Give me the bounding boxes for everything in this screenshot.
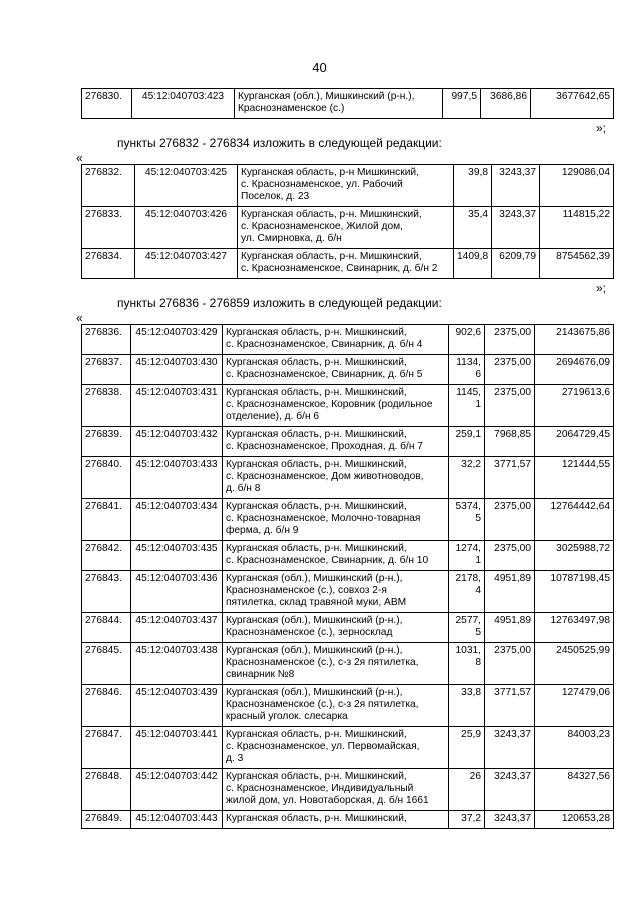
total-value: 121444,55	[535, 457, 614, 499]
area-value: 35,4	[454, 207, 492, 249]
area-value: 1031, 8	[449, 643, 485, 685]
cadastral-number: 45:12:040703:441	[131, 727, 223, 769]
total-value: 12763497,98	[535, 613, 614, 643]
cadastral-number: 45:12:040703:430	[131, 355, 223, 385]
total-value: 2694676,09	[535, 355, 614, 385]
address: Курганская (обл.), Мишкинский (р-н.), Краснознаменское (с.), зерносклад	[223, 613, 449, 643]
table-276836-276849	[81, 324, 614, 829]
row-number: 276843.	[82, 571, 131, 613]
address: Курганская область, р-н. Мишкинский, с. Краснознаменское, Свинарник, д. б/н 2	[238, 249, 454, 279]
address: Курганская область, р-н. Мишкинский, с. Краснознаменское, Коровник (родильное отделение), д. б/н 6	[223, 385, 449, 427]
closing-quote: »;	[596, 281, 607, 295]
address: Курганская область, р-н. Мишкинский, с. Краснознаменское, Свинарник, д. б/н 5	[223, 355, 449, 385]
total-value: 3677642,65	[531, 89, 614, 119]
total-value: 127479,06	[535, 685, 614, 727]
price-value: 3243,37	[485, 811, 535, 829]
cadastral-number: 45:12:040703:434	[131, 499, 223, 541]
total-value: 114815,22	[540, 207, 614, 249]
total-value: 8754562,39	[540, 249, 614, 279]
address: Курганская область, р-н. Мишкинский, с. Краснознаменское, Молочно-товарная ферма, д. б/н 9	[223, 499, 449, 541]
address: Курганская область, р-н. Мишкинский, с. Краснознаменское, Индивидуальный жилой дом, ул. Новотаборская, д. б/н 1661	[223, 769, 449, 811]
price-value: 3243,37	[485, 727, 535, 769]
total-value: 129086,04	[540, 165, 614, 207]
cadastral-number: 45:12:040703:429	[131, 325, 223, 355]
total-value: 2064729,45	[535, 427, 614, 457]
table-row	[82, 571, 614, 613]
cadastral-number: 45:12:040703:435	[131, 541, 223, 571]
total-value: 2143675,86	[535, 325, 614, 355]
row-number: 276839.	[82, 427, 131, 457]
cadastral-number: 45:12:040703:436	[131, 571, 223, 613]
row-number: 276832.	[82, 165, 135, 207]
table-row	[82, 685, 614, 727]
cadastral-number: 45:12:040703:423	[132, 89, 235, 119]
address: Курганская область, р-н. Мишкинский, с. Краснознаменское, Проходная, д. б/н 7	[223, 427, 449, 457]
address: Курганская (обл.), Мишкинский (р-н.), Краснознаменское (с.), с-з 2я пятилетка, красный уголок. слесарка	[223, 685, 449, 727]
cadastral-number: 45:12:040703:426	[135, 207, 238, 249]
row-number: 276834.	[82, 249, 135, 279]
price-value: 2375,00	[485, 355, 535, 385]
price-value: 3771,57	[485, 457, 535, 499]
amendment-paragraph: пункты 276832 - 276834 изложить в следующей редакции:	[117, 136, 442, 150]
area-value: 1409,8	[454, 249, 492, 279]
row-number: 276844.	[82, 613, 131, 643]
cadastral-number: 45:12:040703:432	[131, 427, 223, 457]
cadastral-number: 45:12:040703:437	[131, 613, 223, 643]
row-number: 276830.	[82, 89, 132, 119]
row-number: 276840.	[82, 457, 131, 499]
cadastral-number: 45:12:040703:439	[131, 685, 223, 727]
table-row	[82, 457, 614, 499]
area-value: 997,5	[443, 89, 481, 119]
page-number: 40	[312, 60, 327, 75]
table-276830	[81, 88, 614, 119]
total-value: 10787198,45	[535, 571, 614, 613]
address: Курганская область, р-н. Мишкинский,	[223, 811, 449, 829]
opening-quote: «	[76, 311, 83, 325]
total-value: 2450525,99	[535, 643, 614, 685]
table-row	[82, 355, 614, 385]
table-row	[82, 613, 614, 643]
cadastral-number: 45:12:040703:443	[131, 811, 223, 829]
area-value: 1274, 1	[449, 541, 485, 571]
amendment-paragraph: пункты 276836 - 276859 изложить в следующей редакции:	[117, 296, 442, 310]
row-number: 276845.	[82, 643, 131, 685]
row-number: 276838.	[82, 385, 131, 427]
area-value: 25,9	[449, 727, 485, 769]
table-row	[82, 385, 614, 427]
area-value: 32,2	[449, 457, 485, 499]
row-number: 276841.	[82, 499, 131, 541]
price-value: 3771,57	[485, 685, 535, 727]
area-value: 2577, 5	[449, 613, 485, 643]
table-276832-276834	[81, 164, 614, 279]
table-row	[82, 727, 614, 769]
row-number: 276836.	[82, 325, 131, 355]
address: Курганская (обл.), Мишкинский (р-н.), Краснознаменское (с.), с-з 2я пятилетка, свинарник №8	[223, 643, 449, 685]
price-value: 3243,37	[485, 769, 535, 811]
row-number: 276846.	[82, 685, 131, 727]
address: Курганская область, р-н. Мишкинский, с. Краснознаменское, ул. Первомайская, д. 3	[223, 727, 449, 769]
table-row	[82, 165, 614, 207]
price-value: 2375,00	[485, 385, 535, 427]
table-row	[82, 249, 614, 279]
total-value: 12764442,64	[535, 499, 614, 541]
total-value: 2719613,6	[535, 385, 614, 427]
price-value: 2375,00	[485, 325, 535, 355]
table-row	[82, 325, 614, 355]
table-row	[82, 811, 614, 829]
price-value: 7968,85	[485, 427, 535, 457]
table-row	[82, 499, 614, 541]
cadastral-number: 45:12:040703:431	[131, 385, 223, 427]
closing-quote: »;	[596, 121, 607, 135]
row-number: 276848.	[82, 769, 131, 811]
area-value: 39,8	[454, 165, 492, 207]
area-value: 26	[449, 769, 485, 811]
price-value: 2375,00	[485, 499, 535, 541]
table-row	[82, 643, 614, 685]
row-number: 276849.	[82, 811, 131, 829]
cadastral-number: 45:12:040703:438	[131, 643, 223, 685]
price-value: 2375,00	[485, 541, 535, 571]
price-value: 3686,86	[481, 89, 531, 119]
area-value: 33,8	[449, 685, 485, 727]
address: Курганская (обл.), Мишкинский (р-н.), Краснознаменское (с.), совхоз 2-я пятилетка, склад травяной муки, АВМ	[223, 571, 449, 613]
total-value: 84327,56	[535, 769, 614, 811]
table-row	[82, 427, 614, 457]
price-value: 2375,00	[485, 643, 535, 685]
cadastral-number: 45:12:040703:425	[135, 165, 238, 207]
area-value: 37,2	[449, 811, 485, 829]
total-value: 84003,23	[535, 727, 614, 769]
cadastral-number: 45:12:040703:442	[131, 769, 223, 811]
table-row	[82, 89, 614, 119]
opening-quote: «	[76, 151, 83, 165]
price-value: 6209,79	[492, 249, 540, 279]
price-value: 4951,89	[485, 613, 535, 643]
address: Курганская область, р-н. Мишкинский, с. Краснознаменское, Свинарник, д. б/н 4	[223, 325, 449, 355]
address: Курганская область, р-н. Мишкинский, с. Краснознаменское, Жилой дом, ул. Смирновка, д. б/н	[238, 207, 454, 249]
row-number: 276833.	[82, 207, 135, 249]
address: Курганская область, р-н. Мишкинский, с. Краснознаменское, Дом животноводов, д. б/н 8	[223, 457, 449, 499]
table-row	[82, 207, 614, 249]
address: Курганская область, р-н Мишкинский, с. Краснознаменское, ул. Рабочий Поселок, д. 23	[238, 165, 454, 207]
cadastral-number: 45:12:040703:433	[131, 457, 223, 499]
cadastral-number: 45:12:040703:427	[135, 249, 238, 279]
row-number: 276847.	[82, 727, 131, 769]
area-value: 1134, 6	[449, 355, 485, 385]
row-number: 276837.	[82, 355, 131, 385]
address: Курганская область, р-н. Мишкинский, с. Краснознаменское, Свинарник, д. б/н 10	[223, 541, 449, 571]
total-value: 120653,28	[535, 811, 614, 829]
price-value: 3243,37	[492, 207, 540, 249]
address: Курганская (обл.), Мишкинский (р-н.), Краснознаменское (с.)	[235, 89, 443, 119]
area-value: 2178, 4	[449, 571, 485, 613]
price-value: 4951,89	[485, 571, 535, 613]
table-row	[82, 769, 614, 811]
table-row	[82, 541, 614, 571]
row-number: 276842.	[82, 541, 131, 571]
area-value: 259,1	[449, 427, 485, 457]
area-value: 1145, 1	[449, 385, 485, 427]
area-value: 5374, 5	[449, 499, 485, 541]
area-value: 902,6	[449, 325, 485, 355]
total-value: 3025988,72	[535, 541, 614, 571]
price-value: 3243,37	[492, 165, 540, 207]
